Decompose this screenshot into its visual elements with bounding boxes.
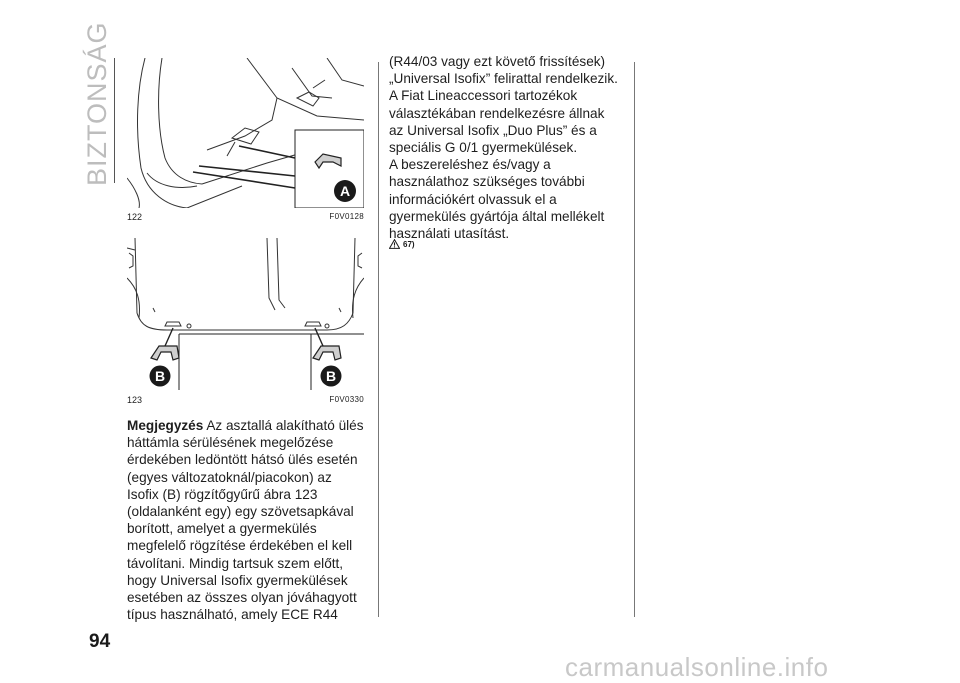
right-line-10: gyermekülés gyártója által mellékelt [389, 208, 605, 224]
left-line-7: borított, amelyet a gyermekülés [127, 521, 317, 537]
note-label: Megjegyzés [127, 418, 204, 433]
left-line-5: Isofix (B) rögzítőgyűrű ábra 123 [127, 486, 318, 502]
left-line-6: (oldalanként egy) egy szövetsapkával [127, 504, 354, 520]
figure-123-callout-b-right: B [325, 368, 337, 384]
left-line-8: megfelelő rögzítése érdekében el kell [127, 538, 353, 554]
left-column-text [127, 417, 372, 623]
watermark[interactable]: carmanualsonline.info [565, 652, 829, 682]
section-title-rule [114, 58, 115, 183]
right-line-7: A beszereléshez és/vagy a [389, 157, 551, 173]
left-line-9: távolítani. Mindig tartsuk szem előtt, [127, 555, 344, 571]
figure-123-callout-b-left: B [154, 368, 166, 384]
left-line-4: (egyes változatoknál/piacokon) az [127, 469, 332, 485]
figure-123-illustration [127, 238, 364, 390]
section-title: BIZTONSÁG [82, 21, 112, 186]
figure-122-code: F0V0128 [329, 212, 364, 221]
left-line-2: háttámla sérülésének megelőzése [127, 435, 334, 451]
right-line-6: speciális G 0/1 gyermekülések. [389, 140, 578, 156]
right-line-2: „Universal Isofix” felirattal rendelkezik. [389, 71, 618, 87]
column-divider-left [378, 62, 379, 617]
figure-123 [127, 238, 364, 408]
right-line-11: használati utasítást. [389, 226, 510, 242]
figure-122-illustration [127, 58, 364, 208]
figure-123-number: 123 [127, 395, 143, 405]
figure-123-code: F0V0330 [329, 395, 364, 404]
right-line-8: használathoz szükséges további [389, 174, 585, 190]
figure-122-callout-a: A [339, 183, 351, 199]
column-divider-right [634, 62, 635, 617]
figure-122-number: 122 [127, 212, 143, 222]
warning-reference[interactable] [389, 239, 415, 249]
right-line-5: az Universal Isofix „Duo Plus” és a [389, 122, 597, 138]
right-line-4: választékában rendelkezésre állnak [389, 105, 605, 121]
figure-122 [127, 58, 364, 223]
left-line-12: típus használható, amely ECE R44 [127, 607, 338, 623]
left-line-1-text: Az asztallá alakítható ülés [203, 418, 364, 433]
right-column-text [389, 53, 629, 242]
page-number: 94 [89, 631, 111, 652]
left-line-1 [127, 417, 372, 434]
warning-ref-number: 67) [403, 239, 415, 249]
left-line-3: érdekében ledöntött hátsó ülés esetén [127, 452, 358, 468]
left-line-10: hogy Universal Isofix gyermekülések [127, 572, 348, 588]
right-line-3: A Fiat Lineaccessori tartozékok [389, 88, 578, 104]
left-line-11: esetében az összes olyan jóváhagyott [127, 590, 357, 606]
warning-triangle-icon [389, 239, 400, 249]
right-line-1: (R44/03 vagy ezt követő frissítések) [389, 54, 606, 69]
right-line-9: információkért olvassuk el a [389, 191, 557, 207]
